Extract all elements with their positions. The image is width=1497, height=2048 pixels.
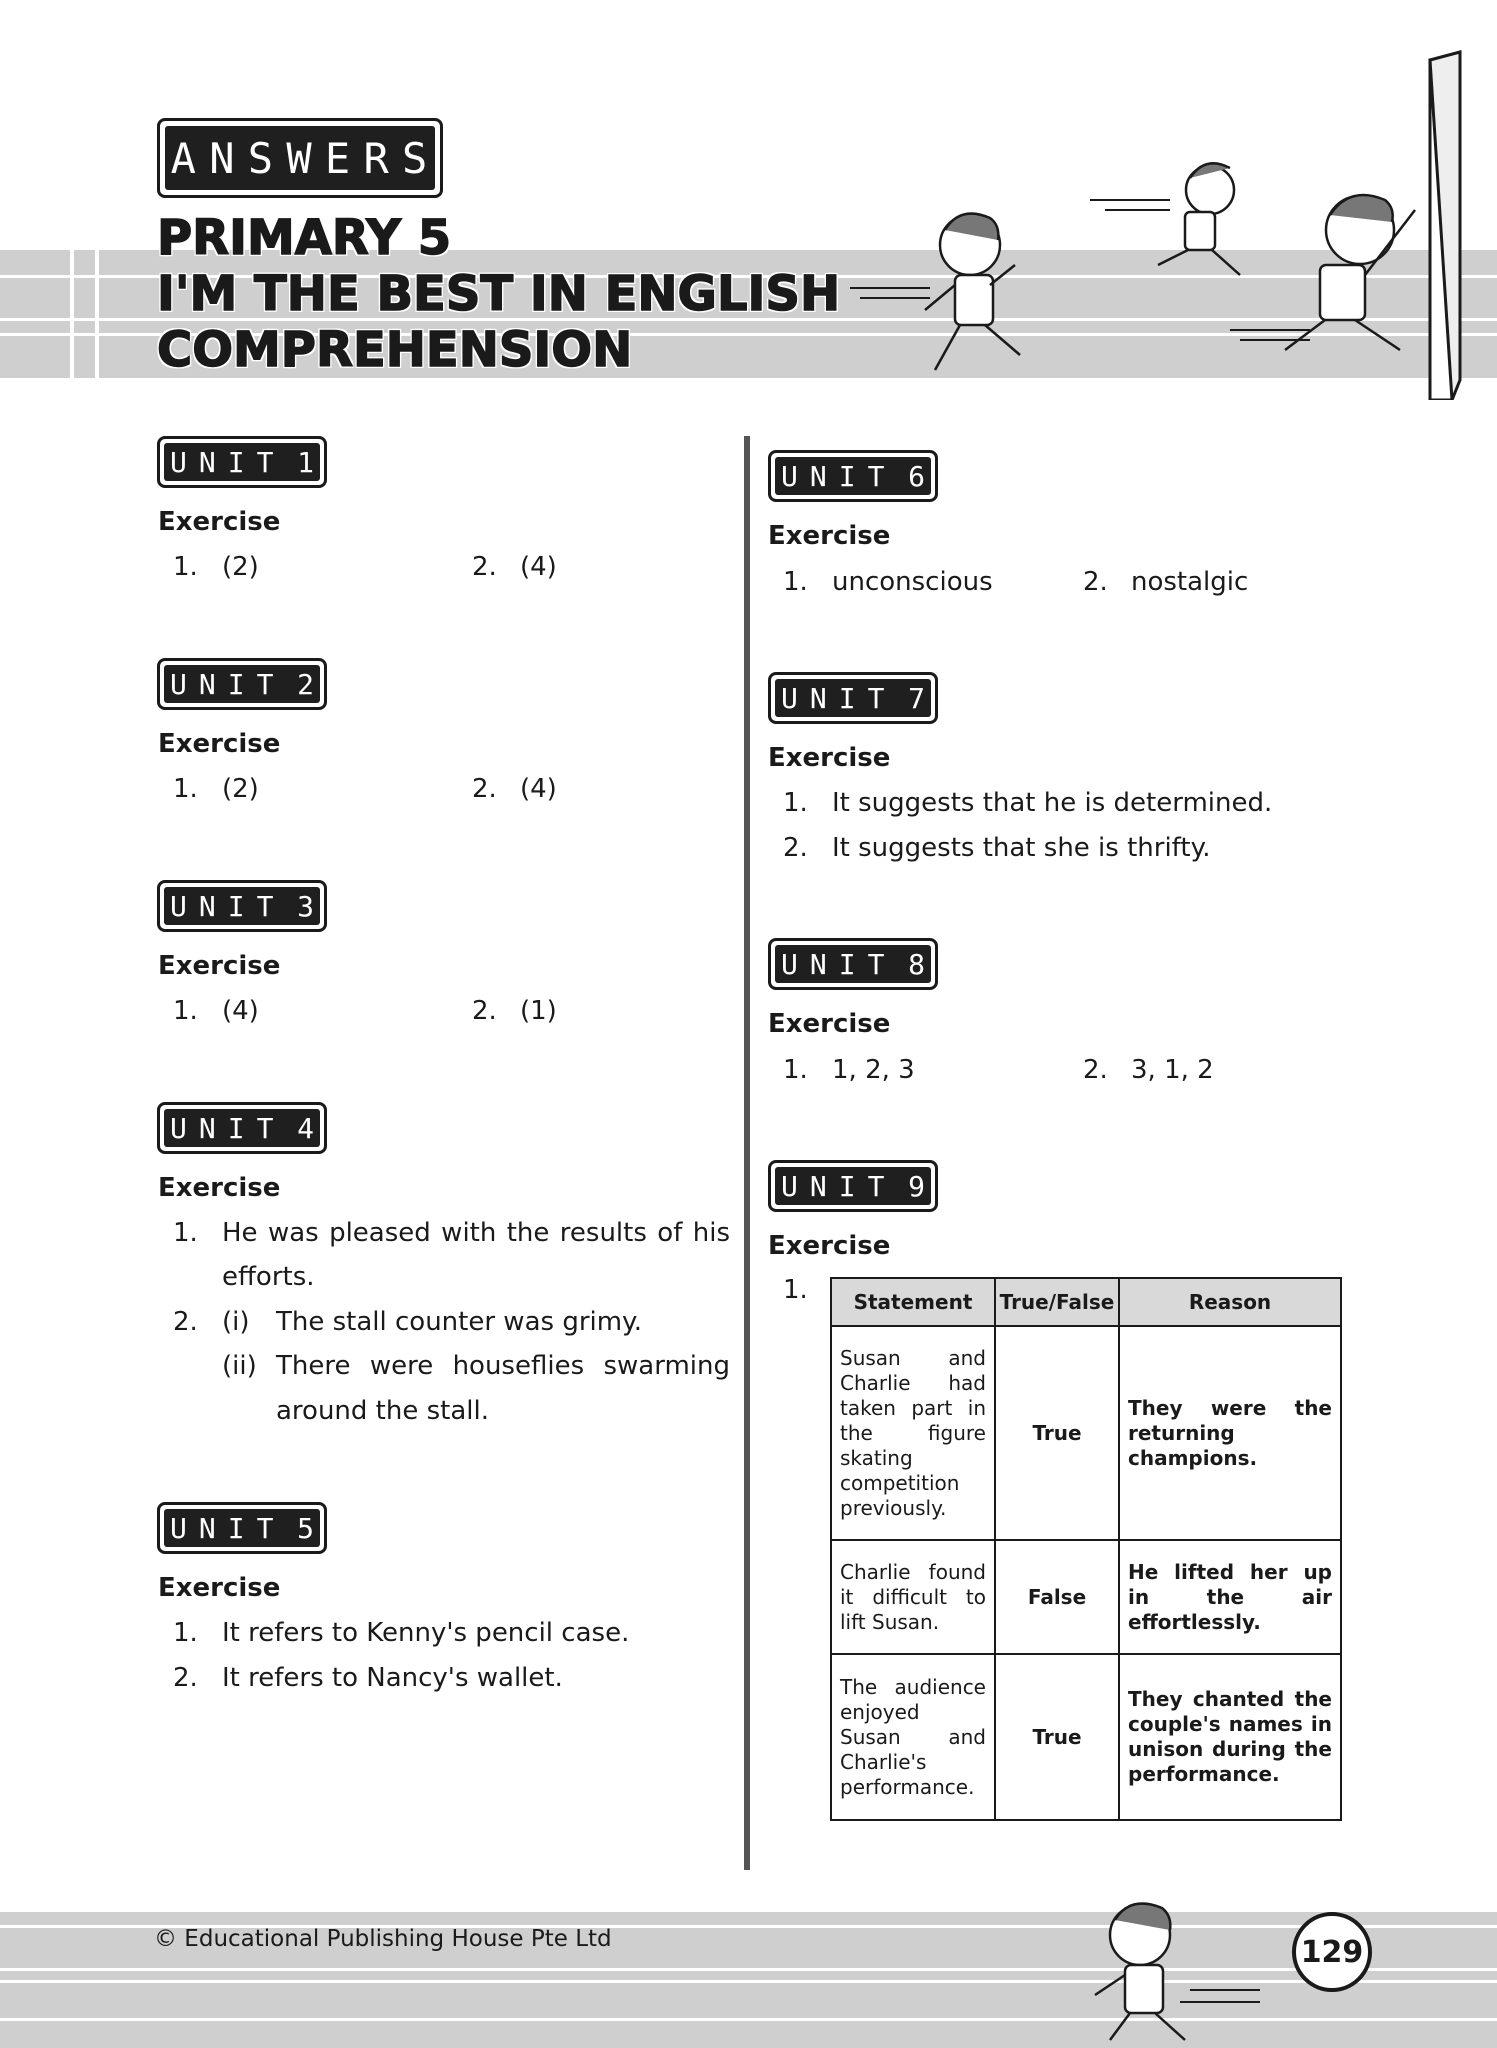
unit-6-badge	[768, 450, 938, 502]
unit-word: UNIT	[781, 681, 897, 715]
answer-number: 2.	[472, 552, 497, 582]
unit-number: 1	[297, 445, 314, 479]
unit-word: UNIT	[170, 445, 286, 479]
answer-number: 1.	[173, 996, 198, 1026]
answers-label	[165, 126, 435, 190]
unit-1-badge	[157, 436, 327, 488]
unit-5-badge	[157, 1502, 327, 1554]
footer-stripe	[0, 1968, 1497, 1971]
answer-number: 1.	[783, 1055, 808, 1085]
unit-word: UNIT	[170, 667, 286, 701]
answers-letter: A	[170, 133, 198, 183]
sub-answer-number: (ii)	[222, 1351, 257, 1381]
unit-word: UNIT	[170, 1511, 286, 1545]
answer-number: 2.	[173, 1663, 198, 1693]
answer-text: The stall counter was grimy.	[276, 1307, 643, 1337]
answer-text: He was pleased with the results of his	[222, 1218, 730, 1248]
answer-number: 1.	[173, 774, 198, 804]
answers-label-box	[157, 118, 443, 198]
unit-number: 3	[297, 889, 314, 923]
unit-number: 6	[908, 459, 925, 493]
answer-text: efforts.	[222, 1262, 315, 1292]
table-header-row	[831, 1278, 1341, 1326]
answer-number: 2.	[1083, 567, 1108, 597]
unit-number: 5	[297, 1511, 314, 1545]
unit-word: UNIT	[170, 889, 286, 923]
exercise-heading: Exercise	[768, 743, 891, 773]
answer-number: 1.	[783, 1275, 808, 1305]
footer-stripe	[0, 2018, 1497, 2021]
header-vstripe	[70, 250, 74, 378]
unit-number: 9	[908, 1169, 925, 1203]
answers-letter: S	[402, 133, 430, 183]
exercise-heading: Exercise	[768, 521, 891, 551]
answer-text: It suggests that he is determined.	[832, 788, 1273, 818]
table-row	[831, 1540, 1341, 1654]
reason-cell: He lifted her up in the air effortlessly.	[1119, 1540, 1341, 1654]
column-divider	[744, 436, 750, 1870]
unit-word: UNIT	[170, 1111, 286, 1145]
unit-number: 8	[908, 947, 925, 981]
answer-text: It suggests that she is thrifty.	[832, 833, 1211, 863]
answer-text: (2)	[222, 774, 259, 804]
answer-number: 2.	[1083, 1055, 1108, 1085]
title-line: I'M THE BEST IN ENGLISH	[157, 266, 841, 322]
unit-word: UNIT	[781, 459, 897, 493]
answer-text: 1, 2, 3	[832, 1055, 915, 1085]
answer-text: There were houseflies swarming	[276, 1351, 730, 1381]
answer-number: 1.	[173, 552, 198, 582]
table-row	[831, 1654, 1341, 1820]
unit-number: 4	[297, 1111, 314, 1145]
page-number: 129	[1292, 1912, 1372, 1992]
footer-stripe	[0, 1980, 1497, 1983]
answers-letter: W	[286, 133, 314, 183]
answer-text: around the stall.	[276, 1396, 490, 1426]
unit-word: UNIT	[781, 1169, 897, 1203]
answer-text: unconscious	[832, 567, 993, 597]
copyright-text: © Educational Publishing House Pte Ltd	[154, 1926, 612, 1952]
true-false-cell: True	[995, 1326, 1119, 1540]
answer-number: 1.	[173, 1618, 198, 1648]
true-false-cell: False	[995, 1540, 1119, 1654]
answer-text: (1)	[520, 996, 557, 1026]
answer-number: 1.	[783, 788, 808, 818]
exercise-heading: Exercise	[158, 507, 281, 537]
statement-cell: Susan and Charlie had taken part in the figure skating competition previously.	[831, 1326, 995, 1540]
answers-letter: R	[363, 133, 391, 183]
statement-cell: The audience enjoyed Susan and Charlie's performance.	[831, 1654, 995, 1820]
answer-number: 1.	[173, 1218, 198, 1248]
unit-word: UNIT	[781, 947, 897, 981]
answer-text: (4)	[520, 774, 557, 804]
unit-number: 2	[297, 667, 314, 701]
answers-letter: E	[324, 133, 353, 183]
answer-text: It refers to Kenny's pencil case.	[222, 1618, 630, 1648]
unit-7-badge	[768, 672, 938, 724]
answer-number: 2.	[783, 833, 808, 863]
true-false-table	[830, 1277, 1342, 1821]
exercise-heading: Exercise	[158, 951, 281, 981]
running-children-illustration	[840, 50, 1480, 400]
exercise-heading: Exercise	[768, 1009, 891, 1039]
exercise-heading: Exercise	[768, 1231, 891, 1261]
answer-text: (4)	[222, 996, 259, 1026]
answer-text: (4)	[520, 552, 557, 582]
sub-answer-number: (i)	[222, 1307, 250, 1337]
reason-cell: They chanted the couple's names in unison during the performance.	[1119, 1654, 1341, 1820]
unit-3-badge	[157, 880, 327, 932]
answers-letter: S	[247, 133, 276, 183]
page-title	[157, 210, 840, 378]
exercise-heading: Exercise	[158, 1573, 281, 1603]
table-row	[831, 1326, 1341, 1540]
exercise-heading: Exercise	[158, 1173, 281, 1203]
answer-text: nostalgic	[1131, 567, 1249, 597]
answers-letter: N	[209, 133, 237, 183]
answer-text: 3, 1, 2	[1131, 1055, 1214, 1085]
title-line: PRIMARY 5	[157, 210, 452, 266]
table-header-reason: Reason	[1119, 1278, 1341, 1326]
answer-number: 2.	[173, 1307, 198, 1337]
running-child-footer-illustration	[1070, 1880, 1270, 2048]
unit-9-badge	[768, 1160, 938, 1212]
statement-cell: Charlie found it difficult to lift Susan.	[831, 1540, 995, 1654]
unit-number: 7	[908, 681, 925, 715]
answer-text: It refers to Nancy's wallet.	[222, 1663, 563, 1693]
unit-8-badge	[768, 938, 938, 990]
unit-2-badge	[157, 658, 327, 710]
reason-cell: They were the returning champions.	[1119, 1326, 1341, 1540]
answer-text: (2)	[222, 552, 259, 582]
title-line: COMPREHENSION	[157, 322, 633, 378]
header-vstripe	[95, 250, 99, 378]
unit-4-badge	[157, 1102, 327, 1154]
table-header-statement: Statement	[831, 1278, 995, 1326]
true-false-cell: True	[995, 1654, 1119, 1820]
answer-number: 2.	[472, 996, 497, 1026]
answer-number: 2.	[472, 774, 497, 804]
answer-number: 1.	[783, 567, 808, 597]
exercise-heading: Exercise	[158, 729, 281, 759]
table-header-true-false: True/False	[995, 1278, 1119, 1326]
